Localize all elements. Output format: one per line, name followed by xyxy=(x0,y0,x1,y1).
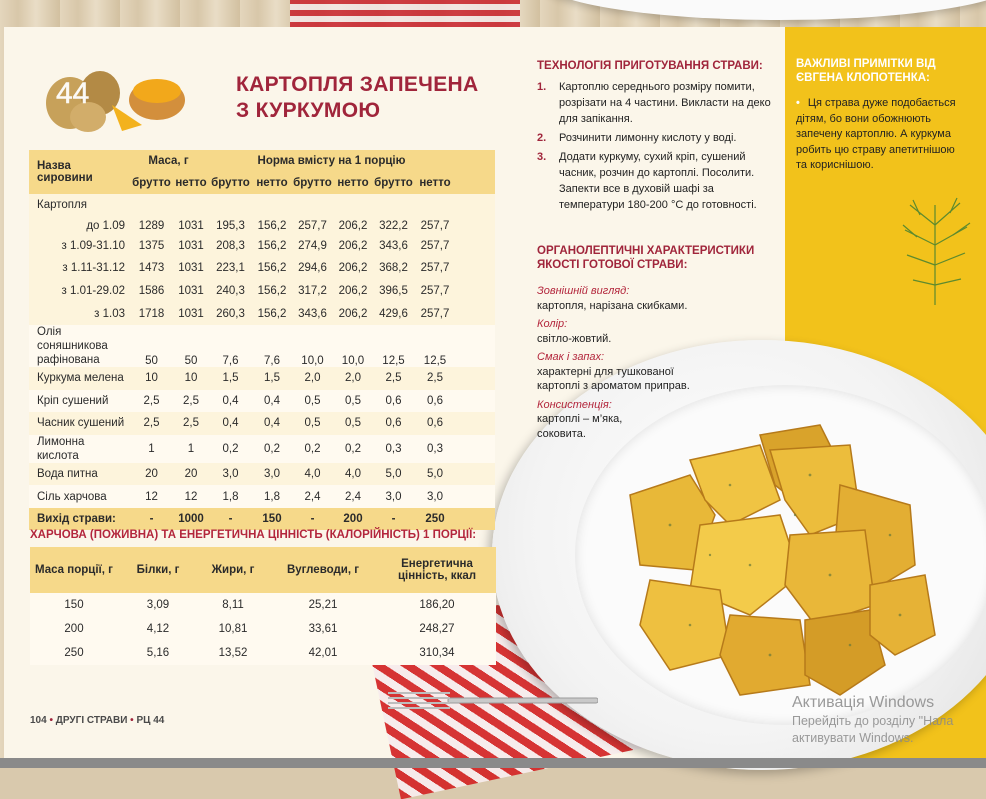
total-value: 250 xyxy=(425,512,445,525)
table-cell: 257,7 xyxy=(298,219,327,232)
table-cell: 1031 xyxy=(178,219,204,232)
ingredient-name-line: рафінована xyxy=(37,353,100,366)
organoleptic-label: Смак і запах: xyxy=(537,351,605,363)
subheader: брутто xyxy=(293,177,332,189)
table-cell: 7,6 xyxy=(264,354,280,367)
tablecloth-top xyxy=(290,0,520,28)
step-item xyxy=(537,79,772,127)
table-cell: 257,7 xyxy=(420,262,450,275)
table-cell: 257,7 xyxy=(420,285,450,298)
table-cell: 0,4 xyxy=(264,417,280,430)
table-cell: 3,09 xyxy=(118,593,198,617)
table-cell: 1,8 xyxy=(222,490,239,503)
table-cell: 12,5 xyxy=(382,354,405,367)
bottom-scroll-strip xyxy=(0,758,986,768)
total-value: - xyxy=(310,512,315,525)
table-cell: 1 xyxy=(148,442,155,455)
table-cell: 3,0 xyxy=(385,490,402,503)
watermark-line: Активація Windows xyxy=(792,694,935,711)
table-row xyxy=(30,593,496,617)
ingredient-name-line: Часник сушений xyxy=(37,417,125,430)
table-cell: 206,2 xyxy=(338,307,368,320)
ingredient-name xyxy=(29,367,129,390)
nutrition-header: Маса порції, г xyxy=(30,547,118,593)
table-cell: 0,5 xyxy=(345,394,361,407)
column-header-norm: Норма вмісту на 1 порцію xyxy=(257,155,406,167)
table-cell: 4,12 xyxy=(118,617,198,641)
table-cell: 200 xyxy=(30,617,118,641)
table-cell: 195,3 xyxy=(216,219,245,232)
total-value: 1000 xyxy=(178,512,204,525)
table-cell: 4,0 xyxy=(345,468,361,481)
organoleptic-label: Колір: xyxy=(537,318,568,330)
table-cell: 257,7 xyxy=(420,219,450,232)
table-cell: 0,2 xyxy=(345,442,361,455)
total-value: 150 xyxy=(262,512,282,525)
ingredient-name-line: Лимонна кислота xyxy=(37,435,85,462)
table-cell: 2,5 xyxy=(143,417,160,430)
notes-text-block xyxy=(796,96,966,174)
ingredient-name xyxy=(29,390,129,413)
table-cell: 257,7 xyxy=(420,307,450,320)
period-label: до 1.09 xyxy=(86,219,125,232)
table-cell: 8,11 xyxy=(198,593,268,617)
table-cell: 310,34 xyxy=(378,641,496,665)
table-cell: 50 xyxy=(184,354,198,367)
subheader: нетто xyxy=(175,177,207,189)
table-cell: 2,4 xyxy=(345,490,361,503)
table-cell: 1473 xyxy=(138,262,165,275)
organoleptic-text: світло-жовтий. xyxy=(537,332,612,345)
table-row xyxy=(30,641,496,665)
table-cell: 0,4 xyxy=(264,394,280,407)
notes-title-line: ЄВГЕНА КЛОПОТЕНКА: xyxy=(796,72,930,84)
table-cell: 0,5 xyxy=(304,394,321,407)
baked-potatoes-image xyxy=(610,405,940,705)
table-cell: 223,1 xyxy=(216,262,245,275)
table-cell: 20 xyxy=(184,468,198,481)
nutrition-header: Жири, г xyxy=(198,547,268,593)
table-cell: 0,6 xyxy=(385,394,402,407)
organoleptic-title-line: ОРГАНОЛЕПТИЧНІ ХАРАКТЕРИСТИКИ xyxy=(537,245,755,257)
ingredient-name xyxy=(29,463,129,486)
table-row xyxy=(29,367,495,390)
step-number: 2. xyxy=(537,132,547,144)
nutrition-header: Енергетична цінність, ккал xyxy=(378,547,496,593)
watermark-line: активувати Windows. xyxy=(792,731,914,745)
total-value: - xyxy=(228,512,233,525)
table-cell: 396,5 xyxy=(379,285,408,298)
step-text: Картоплю середнього розміру помити, розрізати на 4 частини. Викласти на деко для запікання. xyxy=(559,81,771,125)
table-cell: 0,4 xyxy=(222,417,239,430)
table-row xyxy=(29,302,495,325)
technology-title: ТЕХНОЛОГІЯ ПРИГОТУВАННЯ СТРАВИ: xyxy=(537,60,763,72)
table-row xyxy=(29,217,495,235)
footer-section: ДРУГІ СТРАВИ xyxy=(55,715,128,726)
notes-text: Ця страва дуже подобається дітям, бо вони обожнюють запечену картоплю. А куркума робить цю страву апетитнішою та кориснішою. xyxy=(796,97,956,171)
table-row xyxy=(29,485,495,508)
table-cell: 1,5 xyxy=(264,372,280,385)
table-cell: 0,5 xyxy=(345,417,361,430)
column-header-mass: Маса, г xyxy=(148,155,189,167)
table-cell: 186,20 xyxy=(378,593,496,617)
ingredient-name: Картопля xyxy=(37,199,87,212)
ingredient-name-line: Олія соняшникова xyxy=(37,325,108,352)
nutrition-header-row xyxy=(30,547,496,593)
ingredient-name xyxy=(29,435,129,463)
table-cell: 257,7 xyxy=(420,239,450,252)
table-cell: 156,2 xyxy=(257,239,287,252)
organoleptic-text: картопля, нарізана скибками. xyxy=(537,299,688,312)
windows-activation-watermark xyxy=(792,693,953,747)
table-cell: 2,0 xyxy=(304,372,321,385)
organoleptic-title xyxy=(537,244,754,272)
table-cell: 206,2 xyxy=(338,262,368,275)
table-row xyxy=(29,412,495,435)
total-row xyxy=(29,508,495,530)
table-cell: 7,6 xyxy=(222,354,239,367)
table-cell: 250 xyxy=(30,641,118,665)
table-cell: 0,3 xyxy=(385,442,402,455)
period-label: з 1.11-31.12 xyxy=(62,262,125,275)
table-cell: 206,2 xyxy=(338,239,368,252)
table-cell: 0,6 xyxy=(427,417,443,430)
subheader: брутто xyxy=(374,177,413,189)
subheader: брутто xyxy=(132,177,171,189)
table-cell: 150 xyxy=(30,593,118,617)
fork-image xyxy=(388,690,598,712)
table-cell: 429,6 xyxy=(379,307,408,320)
organoleptic-item xyxy=(537,350,707,394)
table-cell: 1031 xyxy=(178,307,204,320)
notes-title-line: ВАЖЛИВІ ПРИМІТКИ ВІД xyxy=(796,58,936,70)
table-cell: 294,6 xyxy=(298,262,327,275)
dill-image xyxy=(895,195,975,305)
footer-bullet: • xyxy=(130,715,134,726)
ingredient-name xyxy=(29,485,129,508)
table-cell: 10,0 xyxy=(341,354,365,367)
table-cell: 2,4 xyxy=(304,490,321,503)
title-line-1: КАРТОПЛЯ ЗАПЕЧЕНА xyxy=(236,73,479,96)
table-cell: 260,3 xyxy=(216,307,245,320)
table-cell: 1,8 xyxy=(264,490,280,503)
table-cell: 20 xyxy=(145,468,158,481)
table-cell: 0,2 xyxy=(304,442,321,455)
organoleptic-item xyxy=(537,284,777,313)
organoleptic-item xyxy=(537,317,777,346)
ingredient-name-line: Кріп сушений xyxy=(37,394,109,407)
table-row xyxy=(29,280,495,303)
table-cell: 240,3 xyxy=(216,285,245,298)
table-cell: 156,2 xyxy=(257,285,287,298)
table-cell: 4,0 xyxy=(304,468,321,481)
table-cell: 2,5 xyxy=(183,417,199,430)
table-cell: 33,61 xyxy=(268,617,378,641)
table-cell: 206,2 xyxy=(338,285,368,298)
table-cell: 322,2 xyxy=(379,219,408,232)
table-cell: 3,0 xyxy=(222,468,239,481)
organoleptic-text: картоплі – м’яка, соковита. xyxy=(537,413,623,440)
organoleptic-title-line: ЯКОСТІ ГОТОВОЇ СТРАВИ: xyxy=(537,259,688,271)
notes-title xyxy=(796,57,936,85)
recipe-number: 44 xyxy=(56,77,90,110)
ingredient-name-line: Куркума мелена xyxy=(37,372,124,385)
table-cell: 0,6 xyxy=(385,417,402,430)
table-cell: 10,0 xyxy=(301,354,324,367)
table-cell: 343,6 xyxy=(379,239,408,252)
table-cell: 1031 xyxy=(178,262,204,275)
total-value: - xyxy=(149,512,154,525)
table-cell: 1,5 xyxy=(222,372,239,385)
table-cell: 1586 xyxy=(138,285,165,298)
step-item xyxy=(537,130,772,146)
nutrition-header: Вуглеводи, г xyxy=(268,547,378,593)
step-text: Додати куркуму, сухий кріп, сушений часник, розчин до картоплі. Посолити. Запекти все в духовій шафі за температури 180-200 °С до готовності. xyxy=(559,151,757,211)
organoleptic-text: характерні для тушкованої картоплі з ароматом приправ. xyxy=(537,365,690,392)
step-number: 3. xyxy=(537,151,547,163)
table-row xyxy=(29,463,495,486)
recipe-logo-image xyxy=(42,55,187,135)
notes-bullet: • xyxy=(796,97,800,109)
table-cell: 1718 xyxy=(138,307,165,320)
table-cell: 0,2 xyxy=(222,442,239,455)
subheader: нетто xyxy=(337,177,369,189)
table-cell: 2,0 xyxy=(345,372,361,385)
table-cell: 2,5 xyxy=(143,394,160,407)
step-number: 1. xyxy=(537,81,547,93)
table-row xyxy=(29,194,495,217)
page-footer xyxy=(30,715,164,726)
table-cell: 0,4 xyxy=(222,394,239,407)
table-cell: 1375 xyxy=(138,239,165,252)
table-cell: 10 xyxy=(145,372,158,385)
table-cell: 208,3 xyxy=(216,239,245,252)
table-header-row xyxy=(29,150,495,172)
table-cell: 42,01 xyxy=(268,641,378,665)
table-cell: 10 xyxy=(184,372,198,385)
footer-code: РЦ 44 xyxy=(136,715,165,726)
table-cell: 25,21 xyxy=(268,593,378,617)
table-row xyxy=(29,235,495,258)
period-label: з 1.01-29.02 xyxy=(61,285,125,298)
table-cell: 3,0 xyxy=(264,468,280,481)
footer-bullet: • xyxy=(49,715,53,726)
organoleptic-label: Зовнішній вигляд: xyxy=(537,285,630,297)
table-cell: 3,0 xyxy=(427,490,443,503)
table-cell: 1 xyxy=(187,442,195,455)
table-cell: 5,0 xyxy=(427,468,443,481)
table-row xyxy=(30,617,496,641)
ingredient-rows xyxy=(29,325,495,508)
composition-table xyxy=(29,150,495,530)
table-cell: 156,2 xyxy=(257,262,287,275)
table-cell: 5,16 xyxy=(118,641,198,665)
table-cell: 0,2 xyxy=(264,442,280,455)
ingredient-name xyxy=(29,412,129,435)
table-cell: 206,2 xyxy=(338,219,368,232)
step-item xyxy=(537,149,772,213)
potato-rows xyxy=(29,194,495,325)
table-cell: 0,6 xyxy=(427,394,443,407)
table-row xyxy=(29,390,495,413)
table-cell: 5,0 xyxy=(385,468,402,481)
ingredient-name-line: Сіль харчова xyxy=(37,490,107,503)
table-cell: 317,2 xyxy=(298,285,327,298)
table-cell: 0,5 xyxy=(304,417,321,430)
table-cell: 248,27 xyxy=(378,617,496,641)
table-cell: 12 xyxy=(145,490,158,503)
period-label: з 1.03 xyxy=(94,307,125,320)
watermark-line: Перейдіть до розділу "Нала xyxy=(792,714,954,728)
table-cell: 13,52 xyxy=(198,641,268,665)
total-value: - xyxy=(391,512,396,525)
nutrition-table xyxy=(30,547,496,665)
table-cell: 50 xyxy=(145,354,158,367)
page-number: 104 xyxy=(30,715,47,726)
table-row xyxy=(29,257,495,280)
table-cell: 368,2 xyxy=(379,262,408,275)
period-label: з 1.09-31.10 xyxy=(61,239,125,252)
table-cell: 1031 xyxy=(178,285,204,298)
title-line-2: З КУРКУМОЮ xyxy=(236,99,381,122)
table-row xyxy=(29,325,495,367)
table-row xyxy=(29,435,495,463)
total-value: 200 xyxy=(343,512,363,525)
subheader: нетто xyxy=(419,177,451,189)
table-cell: 2,5 xyxy=(427,372,443,385)
nutrition-header: Білки, г xyxy=(118,547,198,593)
table-cell: 12 xyxy=(184,490,198,503)
table-cell: 12,5 xyxy=(423,354,447,367)
table-cell: 274,9 xyxy=(298,239,327,252)
table-cell: 1289 xyxy=(138,219,165,232)
subheader: нетто xyxy=(256,177,288,189)
table-cell: 156,2 xyxy=(257,307,287,320)
table-cell: 1031 xyxy=(178,239,204,252)
technology-steps xyxy=(537,79,772,216)
recipe-title xyxy=(236,72,478,124)
total-label: Вихід страви: xyxy=(37,512,116,525)
table-cell: 156,2 xyxy=(257,219,287,232)
ingredient-name-line: Вода питна xyxy=(37,468,98,481)
table-cell: 343,6 xyxy=(298,307,327,320)
table-cell: 0,3 xyxy=(427,442,443,455)
organoleptic-label: Консистенція: xyxy=(537,398,612,411)
step-text: Розчинити лимонну кислоту у воді. xyxy=(559,132,737,144)
organoleptic-list xyxy=(537,284,777,445)
table-cell: 2,5 xyxy=(385,372,402,385)
subheader: брутто xyxy=(211,177,250,189)
ingredient-name xyxy=(29,325,129,367)
table-cell: 2,5 xyxy=(183,394,199,407)
nutrition-title: ХАРЧОВА (ПОЖИВНА) ТА ЕНЕРГЕТИЧНА ЦІННІСТЬ (КАЛОРІЙНІСТЬ) 1 ПОРЦІЇ: xyxy=(30,529,477,541)
column-header-name: Назва сировини xyxy=(37,160,93,184)
table-cell: 10,81 xyxy=(198,617,268,641)
nutrition-rows xyxy=(30,593,496,665)
organoleptic-item xyxy=(537,398,657,442)
